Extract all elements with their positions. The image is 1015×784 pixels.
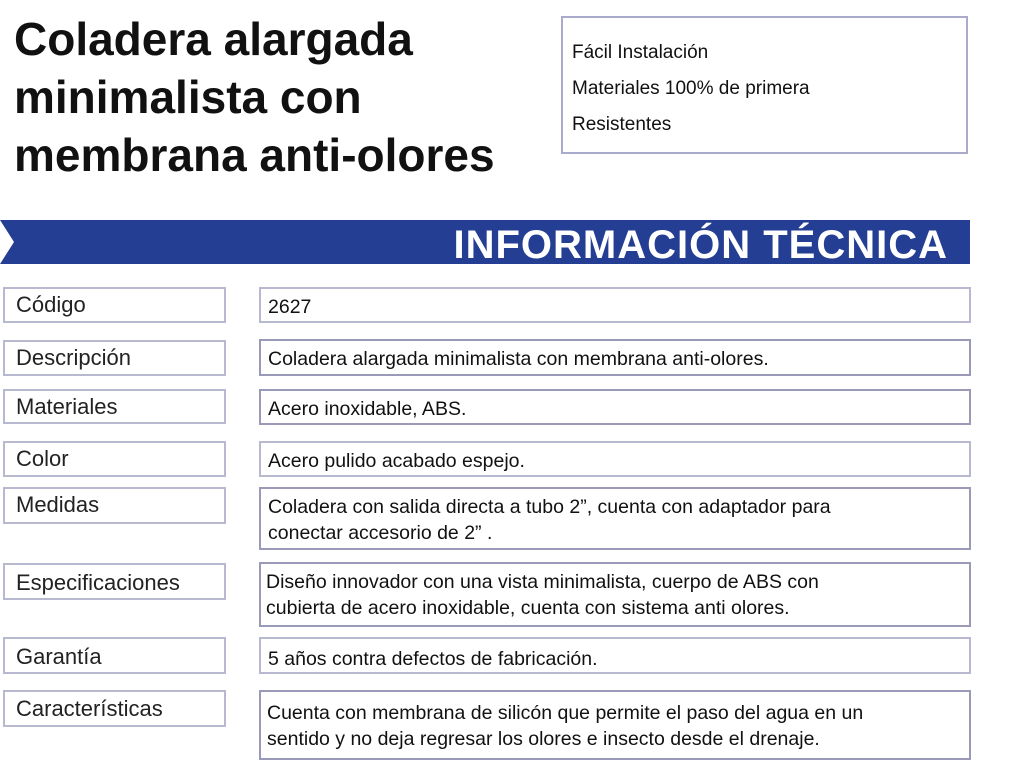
product-title-line: minimalista con	[14, 71, 362, 123]
spec-value-line: 2627	[268, 296, 312, 318]
spec-value-garantia	[259, 637, 971, 674]
spec-value-line: Coladera alargada minimalista con membrana anti-olores.	[268, 348, 769, 370]
spec-value-caracteristicas	[259, 690, 971, 760]
spec-value-medidas	[259, 487, 971, 550]
feature-item: Fácil Instalación	[572, 42, 709, 63]
spec-value-line: Acero pulido acabado espejo.	[268, 450, 525, 472]
spec-label-color: Color	[3, 441, 226, 477]
feature-item: Materiales 100% de primera	[572, 78, 810, 99]
spec-value-especificaciones	[259, 562, 971, 627]
spec-label-descripcion: Descripción	[3, 340, 226, 376]
spec-value-line: Cuenta con membrana de silicón que permite el paso del agua en un	[267, 702, 864, 724]
spec-value-color	[259, 441, 971, 477]
spec-value-line: 5 años contra defectos de fabricación.	[268, 648, 598, 670]
features-box	[561, 16, 968, 154]
feature-item: Resistentes	[572, 114, 672, 135]
spec-value-line: Coladera con salida directa a tubo 2”, cuenta con adaptador para	[268, 496, 831, 518]
spec-label-medidas: Medidas	[3, 487, 226, 524]
spec-label-especificaciones: Especificaciones	[3, 563, 226, 600]
banner-arrow-icon	[0, 220, 14, 264]
spec-value-line: conectar accesorio de 2” .	[268, 522, 493, 544]
spec-value-line: Acero inoxidable, ABS.	[268, 398, 467, 420]
spec-value-descripcion	[259, 339, 971, 376]
spec-value-line: Diseño innovador con una vista minimalista, cuerpo de ABS con	[266, 571, 819, 593]
spec-value-materiales	[259, 389, 971, 425]
product-title-line: membrana anti-olores	[14, 129, 495, 181]
section-title: INFORMACIÓN TÉCNICA	[453, 223, 948, 267]
section-banner	[0, 220, 970, 267]
spec-label-caracteristicas: Características	[3, 690, 226, 727]
spec-value-codigo	[259, 287, 971, 323]
spec-label-codigo: Código	[3, 287, 226, 323]
product-title	[14, 10, 554, 184]
spec-label-materiales: Materiales	[3, 389, 226, 424]
spec-label-garantia: Garantía	[3, 637, 226, 674]
spec-value-line: cubierta de acero inoxidable, cuenta con sistema anti olores.	[266, 597, 790, 619]
spec-value-line: sentido y no deja regresar los olores e insecto desde el drenaje.	[267, 728, 820, 750]
product-title-line: Coladera alargada	[14, 13, 413, 65]
